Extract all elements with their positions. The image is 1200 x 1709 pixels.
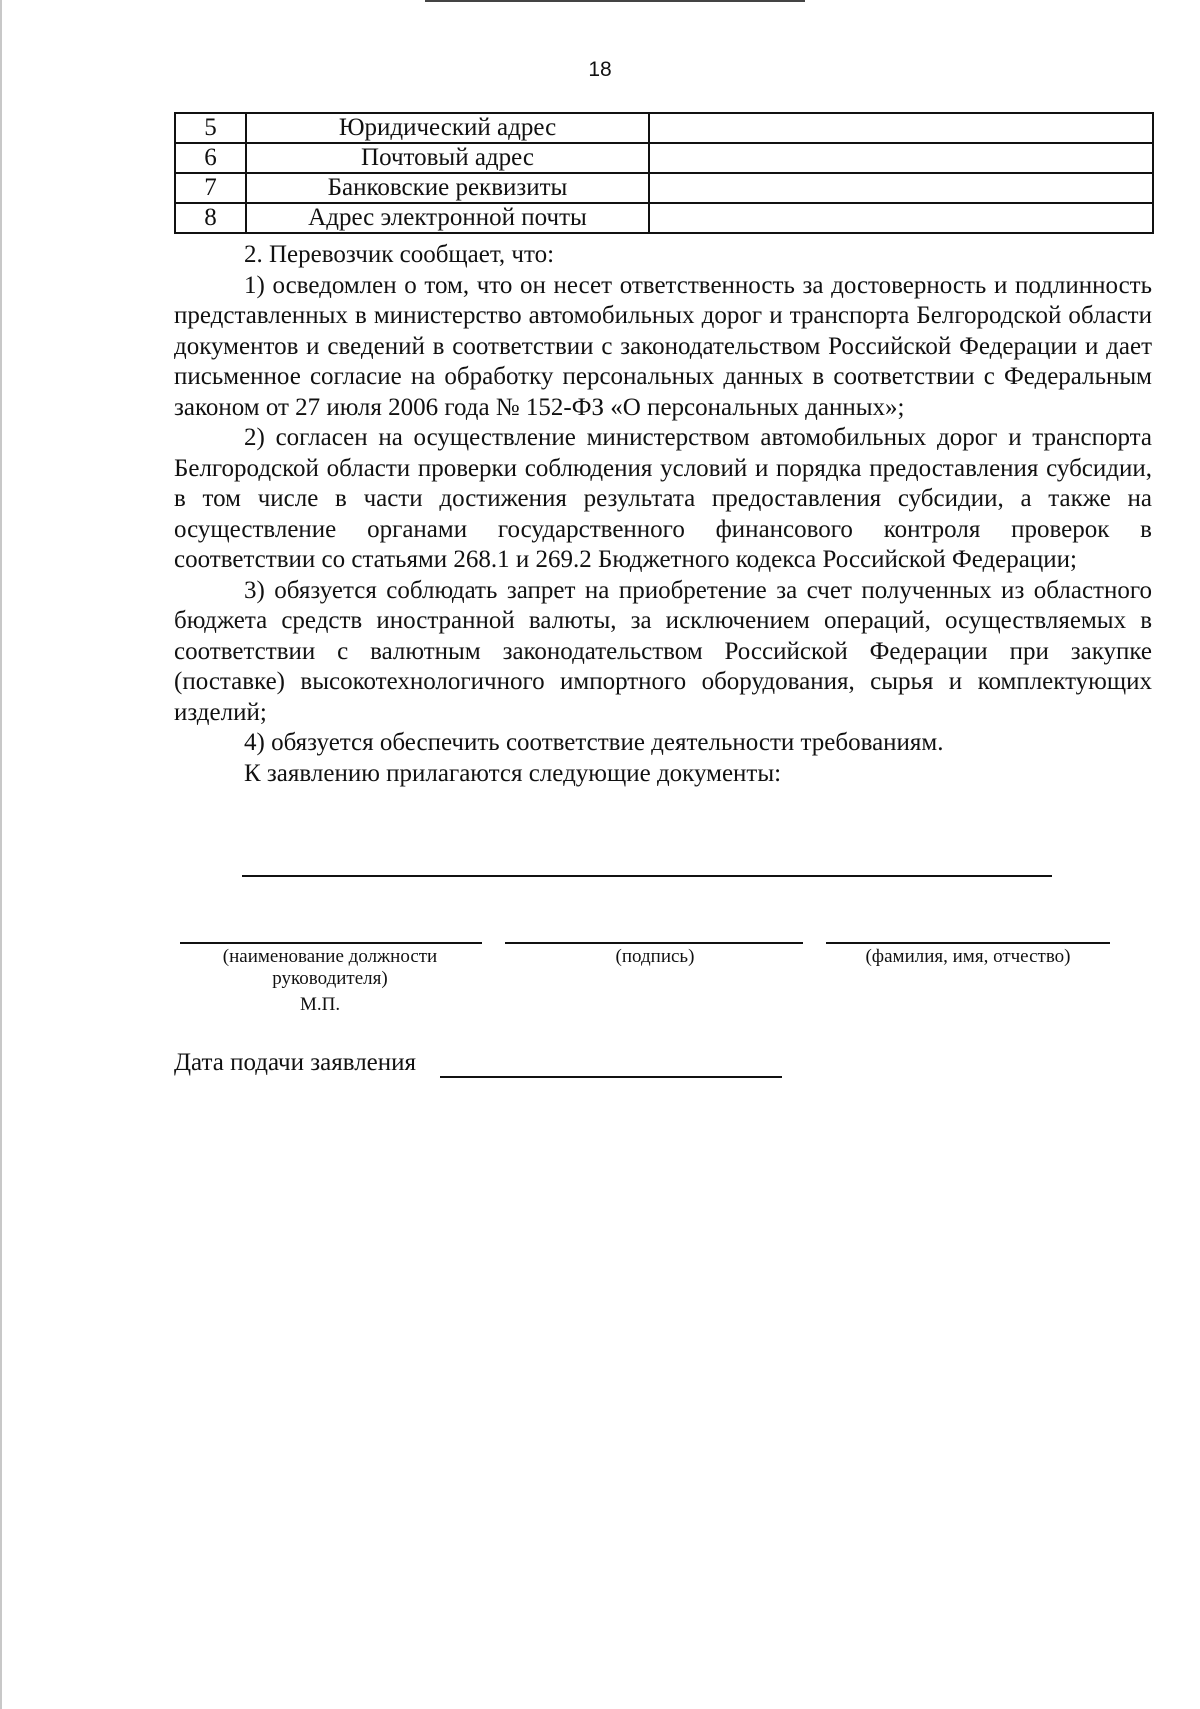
statement-intro: 2. Перевозчик сообщает, что: (244, 241, 555, 268)
statement-item-1: 1) осведомлен о том, что он несет ответственность за достоверность и подлинность представленных в министерство автомобильных дорог и транспорта Белгородской области документов и сведений в соответствии с законодательством Российской Федерации и дает письменное согласие на обработку персональных данных в соответствии с Федеральным законом от 27 июля 2006 года № 152-ФЗ «О персональных данных»; (174, 271, 1152, 421)
submission-date-label: Дата подачи заявления (174, 1049, 417, 1076)
top-rule (425, 0, 805, 2)
row-name: Почтовый адрес (246, 143, 649, 173)
signature-caption: (подпись) (615, 946, 695, 967)
page-number: 18 (588, 58, 612, 81)
row-value (649, 173, 1153, 203)
stamp-label: М.П. (300, 994, 341, 1015)
row-number: 7 (175, 173, 246, 203)
row-name: Юридический адрес (246, 113, 649, 143)
row-value (649, 203, 1153, 233)
statement-item-4: 4) обязуется обеспечить соответствие деятельности требованиям. (244, 729, 944, 756)
name-caption: (фамилия, имя, отчество) (865, 946, 1071, 967)
attachments-blank-line (242, 875, 1052, 877)
position-blank-line (180, 942, 482, 944)
statement-body (174, 240, 1152, 789)
table-row (175, 203, 1153, 233)
statement-item-2: 2) согласен на осуществление министерством автомобильных дорог и транспорта Белгородской области проверки соблюдения условий и порядка предоставления субсидии, в том числе в части достижения результата предоставления субсидии, а также на осуществление органами государственного финансового контроля проверок в соответствии со статьями 268.1 и 269.2 Бюджетного кодекса Российской Федерации; (174, 424, 1152, 573)
attachments-heading: К заявлению прилагаются следующие документы: (244, 759, 782, 787)
submission-date-blank-line (440, 1076, 782, 1078)
row-value (649, 143, 1153, 173)
row-name: Банковские реквизиты (246, 173, 649, 203)
row-number: 6 (175, 143, 246, 173)
statement-item-3: 3) обязуется соблюдать запрет на приобретение за счет полученных из областного бюджета средств иностранной валюты, за исключением операций, осуществляемых в соответствии с валютным законодательством Российской Федерации при закупке (поставке) высокотехнологичного импортного оборудования, сырья и комплектующих изделий; (174, 576, 1152, 726)
row-name: Адрес электронной почты (246, 203, 649, 233)
row-value (649, 113, 1153, 143)
name-blank-line (826, 942, 1110, 944)
requisites-table (174, 112, 1154, 234)
signature-blank-line (505, 942, 803, 944)
row-number: 8 (175, 203, 246, 233)
position-caption: (наименование должности руководителя) (222, 946, 438, 989)
table-row (175, 113, 1153, 143)
table-row (175, 143, 1153, 173)
scan-left-edge (0, 0, 2, 1709)
table-row (175, 173, 1153, 203)
row-number: 5 (175, 113, 246, 143)
